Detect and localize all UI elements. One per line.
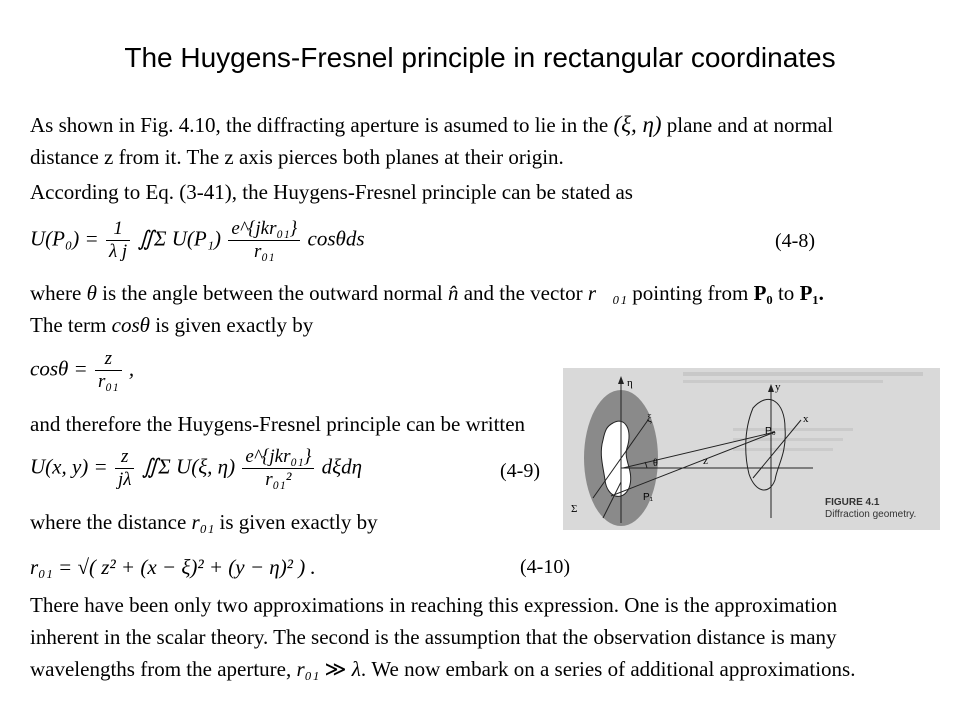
- much-greater-symbol: ≫: [324, 657, 347, 681]
- eq49-integrand: ∬Σ U(ξ, η): [141, 454, 236, 479]
- p0-label: P₀: [765, 426, 776, 437]
- eq49-fraction: [115, 446, 135, 491]
- plane-notation: (ξ, η): [613, 112, 662, 137]
- closing-last-b: . We now embark on a series of additional approximations.: [360, 657, 856, 681]
- figure-caption: [825, 497, 916, 521]
- cos-equation: [30, 348, 134, 393]
- figure-caption-title: FIGURE 4.1: [825, 497, 880, 508]
- closing-line-1: There have been only two approximations in reaching this expression. One is the approximation: [30, 593, 838, 617]
- cos-tail: ,: [128, 356, 135, 381]
- closing-line-3: [30, 657, 855, 682]
- cos-lhs: cosθ =: [30, 356, 88, 381]
- aperture-hole: [601, 421, 630, 496]
- where1-d: pointing from: [632, 281, 749, 305]
- term-b: is given exactly by: [155, 313, 314, 337]
- eq49-exp-num: e^{jkr₀₁}: [242, 446, 314, 469]
- where2-r: r₀₁: [191, 510, 215, 534]
- where1-e: to: [777, 281, 795, 305]
- eq48-frac-den: λ j: [108, 241, 128, 262]
- cos-den: r₀₁: [97, 371, 119, 392]
- cos-fraction: [95, 348, 122, 393]
- sigma-label: Σ: [571, 503, 578, 515]
- where2-a: where the distance: [30, 510, 187, 534]
- para1-line2: distance z from it. The z axis pierces both planes at their origin.: [30, 145, 564, 169]
- where2-b: is given exactly by: [219, 510, 378, 534]
- eq49-exp-den: r₀₁²: [265, 469, 292, 490]
- para1-text-b: plane and at normal: [666, 113, 833, 137]
- theta-label: θ: [653, 458, 658, 469]
- figure-caption-text: Diffraction geometry.: [825, 509, 917, 520]
- eq49-lhs: U(x, y) =: [30, 454, 108, 479]
- slide-title: The Huygens-Fresnel principle in rectangular coordinates: [124, 42, 836, 73]
- eq48-fraction: [106, 218, 130, 263]
- where1-b: is the angle between the outward normal: [102, 281, 443, 305]
- point-p1: P₁.: [799, 281, 824, 305]
- closing-last-a: wavelengths from the aperture,: [30, 657, 292, 681]
- eq48-exp-fraction: [228, 218, 300, 263]
- therefore-line: and therefore the Huygens-Fresnel principle can be written: [30, 412, 526, 436]
- equation-4-9: [30, 446, 362, 491]
- para1-line1: [30, 112, 833, 138]
- eq48-number: (4-8): [775, 230, 815, 252]
- where-distance-line: [30, 510, 378, 535]
- eq49-frac-num: z: [115, 446, 135, 469]
- eq49-exp-fraction: [242, 446, 314, 491]
- p1-label: P₁: [643, 492, 654, 503]
- where1-a: where: [30, 281, 82, 305]
- eq48-exp-num: e^{jkr₀₁}: [228, 218, 300, 241]
- lambda-symbol: λ: [351, 657, 361, 681]
- term-line: [30, 313, 313, 338]
- eq49-number: (4-9): [500, 460, 540, 482]
- term-cos: cosθ: [111, 313, 150, 337]
- vector-r01: r⃗₀₁: [587, 281, 628, 305]
- eq49-frac-den: jλ: [117, 469, 132, 490]
- eq48-exp-den: r₀₁: [253, 241, 275, 262]
- x-label: x: [803, 413, 809, 425]
- cos-num: z: [95, 348, 122, 371]
- eq49-tail: dξdη: [321, 454, 362, 479]
- z-label: z: [703, 455, 708, 467]
- xi-label: ξ: [647, 413, 652, 425]
- equation-4-10: r₀₁ = √( z² + (x − ξ)² + (y − η)² ) .: [30, 555, 316, 579]
- eq48-lhs: U(P₀) =: [30, 226, 99, 251]
- normal-symbol: n̂: [447, 281, 459, 305]
- closing-line-2: inherent in the scalar theory. The second is the assumption that the observation distance is many: [30, 625, 837, 649]
- eq48-frac-num: 1: [106, 218, 130, 241]
- para2-line: According to Eq. (3-41), the Huygens-Fresnel principle can be stated as: [30, 180, 633, 204]
- point-p0: P₀: [753, 281, 773, 305]
- y-label: y: [775, 381, 781, 393]
- equation-4-8: [30, 218, 365, 263]
- eq48-integrand: ∬Σ U(P₁): [137, 226, 222, 251]
- term-a: The term: [30, 313, 107, 337]
- where-theta-line: [30, 281, 824, 306]
- eq410-number: (4-10): [520, 556, 570, 578]
- eq48-tail: cosθds: [307, 226, 365, 251]
- theta-symbol: θ: [86, 281, 97, 305]
- closing-r01: r₀₁: [296, 657, 320, 681]
- where1-c: and the vector: [463, 281, 583, 305]
- eta-label: η: [627, 377, 633, 389]
- para1-text-a: As shown in Fig. 4.10, the diffracting aperture is asumed to lie in the: [30, 113, 609, 137]
